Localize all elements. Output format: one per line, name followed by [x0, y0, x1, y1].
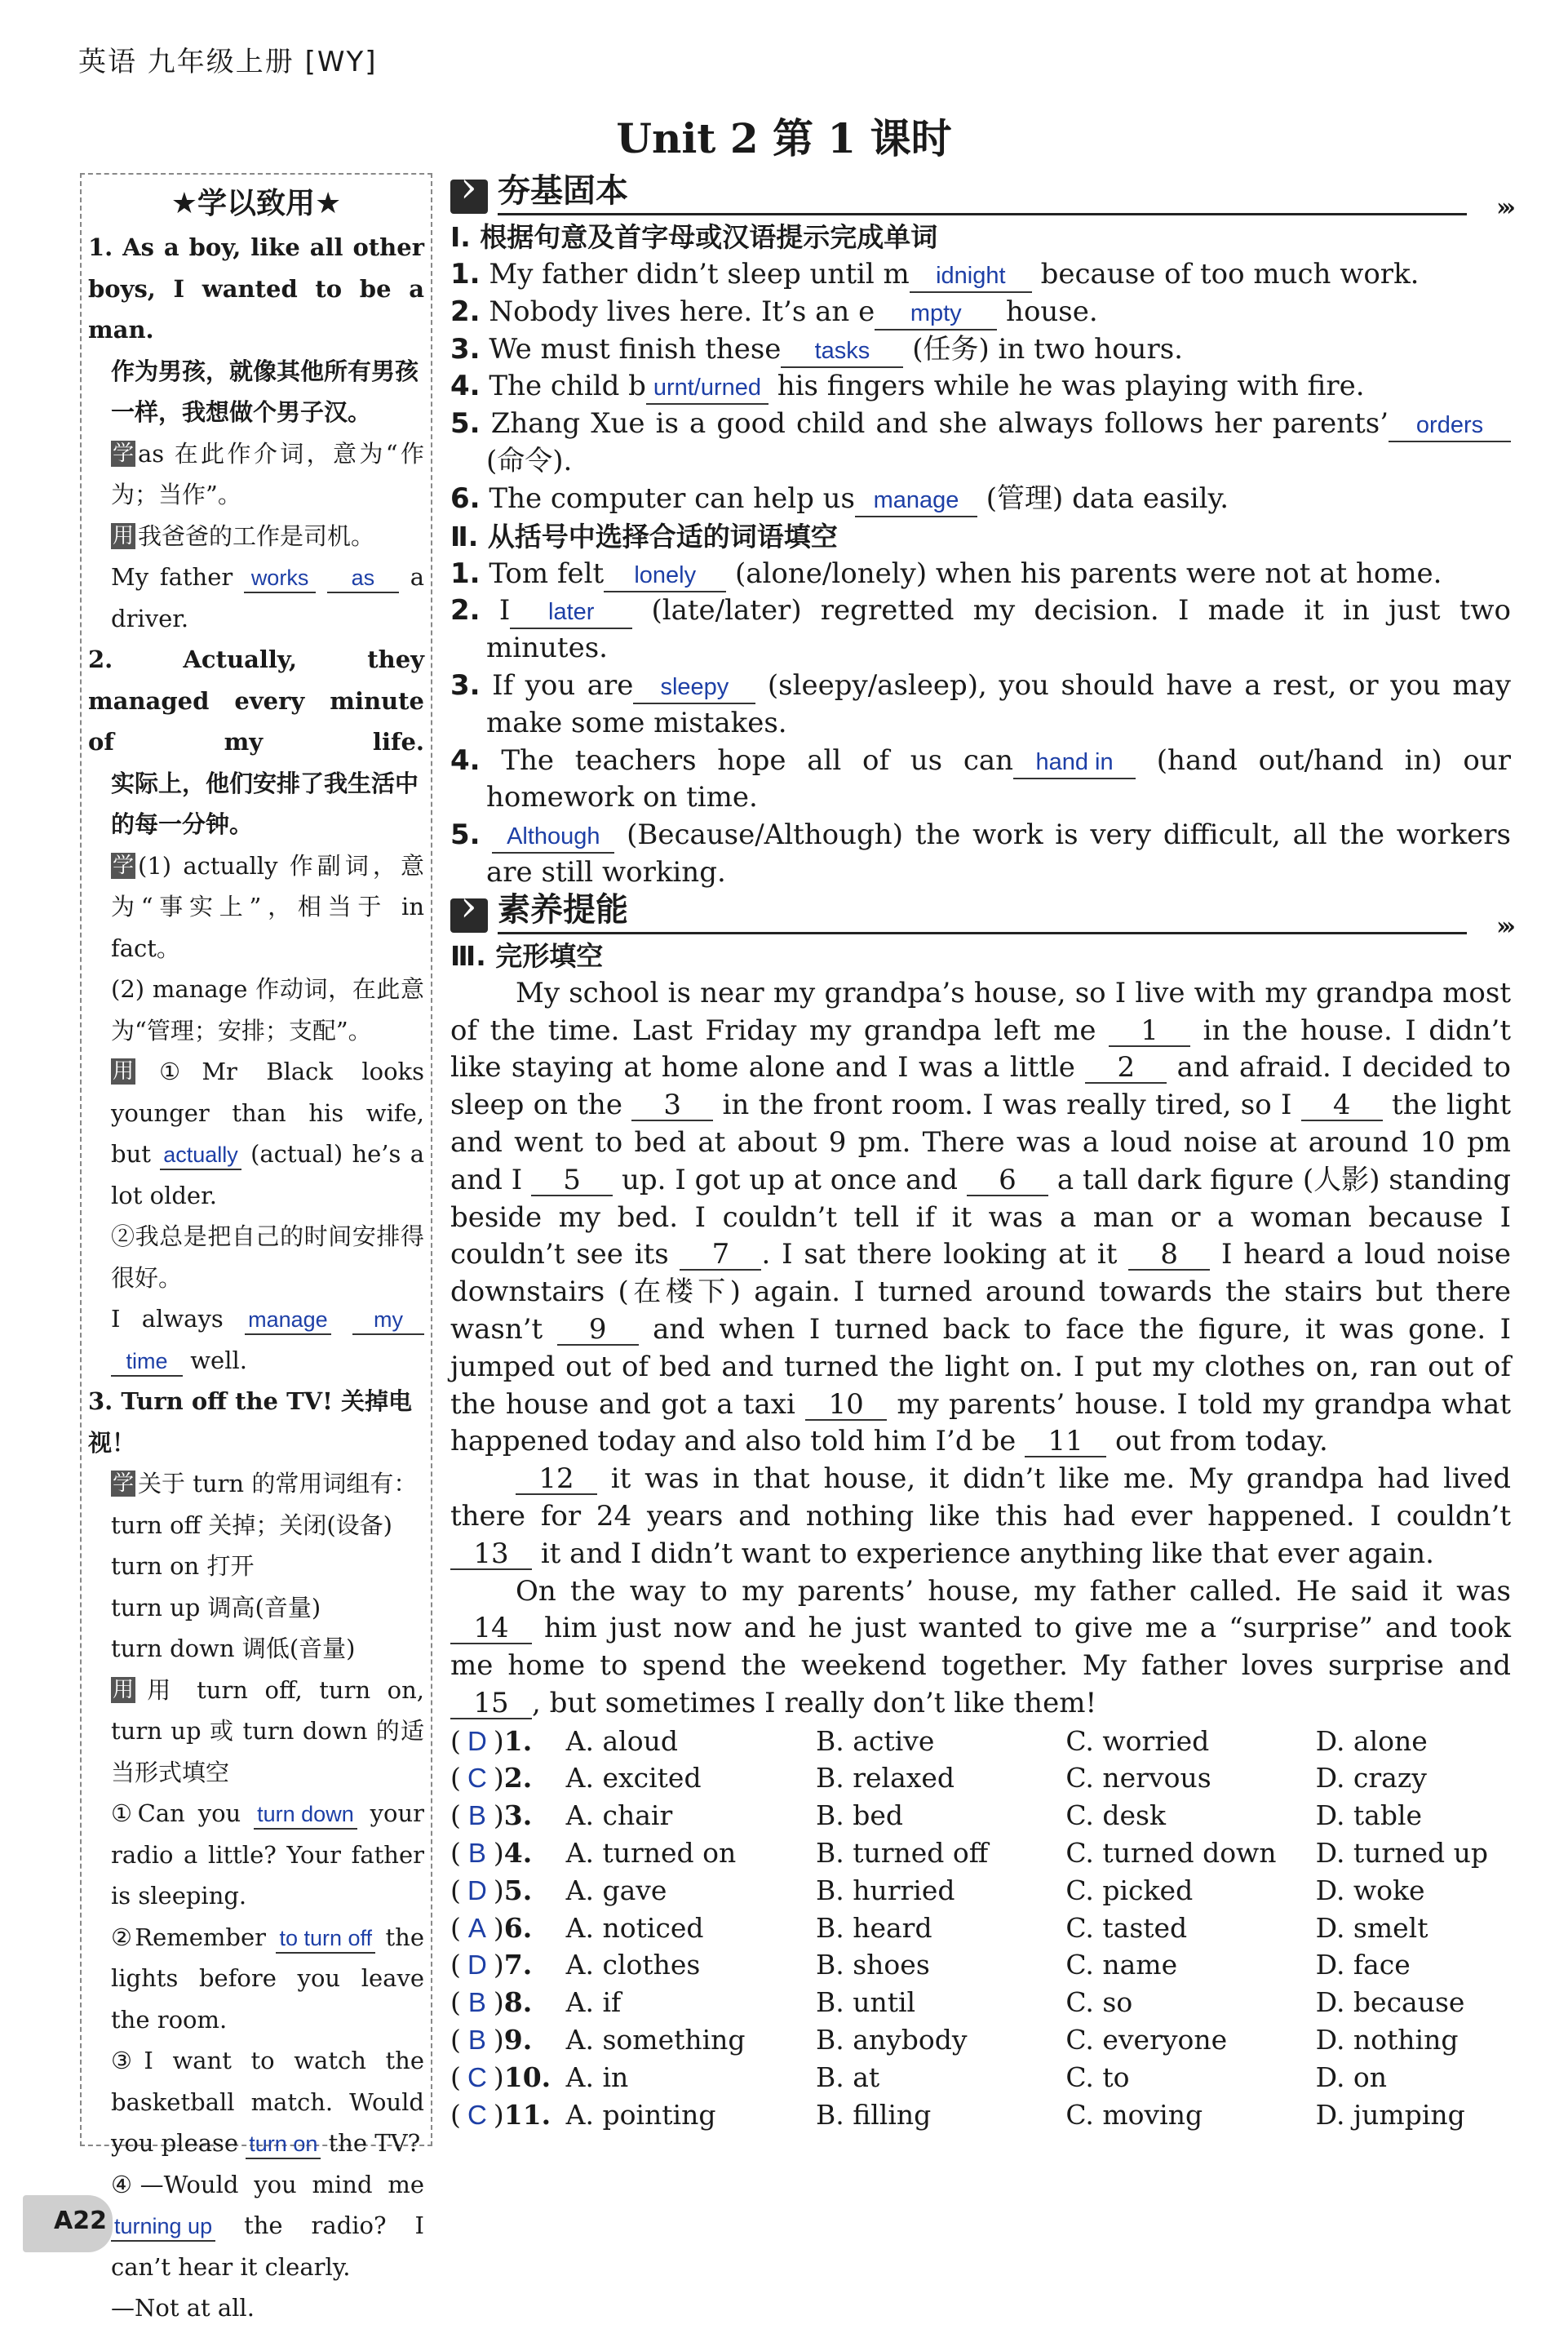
- example-2-use-2: ②我总是把自己的时间安排得很好。: [111, 1222, 424, 1292]
- choice-row: [450, 1834, 1511, 1872]
- fill-text: ②Remember: [111, 1923, 266, 1951]
- section-header-basics: [450, 172, 1511, 223]
- option-a: A. chair: [565, 1799, 673, 1832]
- cloze-blank: 1: [1109, 1016, 1190, 1047]
- fill-text: ①Mr Black looks younger than his wife, but: [111, 1058, 424, 1168]
- question-item: [450, 406, 1511, 481]
- option-a: A. aloud: [565, 1724, 678, 1757]
- use-tag: 用: [113, 523, 135, 548]
- example-3-q3: [88, 2040, 424, 2164]
- choice-index: 4.: [503, 1837, 533, 1870]
- question-text: The computer can help us: [489, 481, 855, 515]
- fill-text: the TV?: [328, 2129, 421, 2157]
- text: , but sometimes I really don’t like them!: [532, 1686, 1097, 1719]
- answer-blank: time: [111, 1347, 183, 1377]
- example-3-use: [88, 1670, 424, 1794]
- example-3-q4-reply: —Not at all.: [111, 2294, 255, 2322]
- answer-blank: later: [510, 597, 632, 629]
- question-item: [450, 668, 1511, 743]
- choice-number: ( B )3.: [450, 1797, 566, 1834]
- option-d: D. nothing: [1315, 2024, 1459, 2056]
- answer-blank: urnt/urned: [646, 372, 768, 405]
- option-a: A. noticed: [565, 1911, 704, 1944]
- example-2-use-2-fill: [88, 1298, 424, 1381]
- option-d: D. on: [1315, 2061, 1388, 2093]
- choice-row: [450, 1872, 1511, 1910]
- text: up. I got up at once and: [621, 1163, 959, 1196]
- question-text: Tom felt: [489, 557, 605, 590]
- cloze-blank: 5: [531, 1165, 613, 1196]
- question-text: (任务) in two hours.: [912, 332, 1183, 366]
- question-text: (late/later) regretted my decision. I made it in just two minutes.: [486, 594, 1511, 665]
- answer-blank: turning up: [111, 2212, 215, 2242]
- answer-blank: mpty: [875, 298, 997, 330]
- cloze-blank: 15: [450, 1688, 532, 1719]
- choice-answer: A: [467, 1912, 486, 1943]
- option-b: B. bed: [816, 1799, 904, 1832]
- answer-blank: sleepy: [633, 672, 755, 704]
- choice-index: 8.: [503, 1986, 533, 2019]
- example-1-fill: [88, 557, 424, 639]
- text: and afraid. I decided to sleep on the: [450, 1051, 1511, 1122]
- text: it and I didn’t want to experience anything like that ever again.: [540, 1537, 1434, 1570]
- option-d: D. woke: [1315, 1874, 1425, 1906]
- page-number-text: A22: [54, 2207, 107, 2235]
- answer-blank: manage: [855, 485, 977, 517]
- choice-index: 3.: [503, 1799, 533, 1832]
- question-item: [450, 331, 1511, 369]
- question-number: 3.: [450, 332, 481, 366]
- question-text: The teachers hope all of us can: [501, 743, 1014, 777]
- fill-text: ③I want to watch the basketball match. Would you please: [111, 2047, 424, 2157]
- choice-number: ( D )5.: [450, 1872, 566, 1910]
- learn-text: (1) actually 作副词，意为“事实上”，相当于 in fact。: [111, 851, 424, 962]
- page-number: [23, 2195, 113, 2252]
- example-3-learn: [88, 1463, 424, 1505]
- choice-index: 7.: [503, 1949, 533, 1981]
- fill-text: a driver.: [111, 563, 424, 632]
- part-1-title: Ⅰ. 根据句意及首字母或汉语提示完成单词: [450, 221, 938, 253]
- option-b: B. turned off: [816, 1837, 989, 1870]
- option-b: B. filling: [816, 2098, 932, 2131]
- example-3-title: 3. Turn off the TV! 关掉电视！: [88, 1387, 413, 1457]
- example-1-english: 1. As a boy, like all other boys, I wanted to be a man.: [88, 233, 424, 344]
- question-number: 5.: [450, 407, 481, 441]
- choice-index: 11.: [503, 2098, 551, 2131]
- option-b: B. until: [816, 1986, 916, 2019]
- choice-answer: C: [467, 2061, 487, 2092]
- question-text: I: [498, 594, 511, 628]
- text: in the front room. I was really tired, so I: [722, 1089, 1292, 1122]
- cloze-blank: 7: [680, 1240, 761, 1271]
- answer-blank: Although: [492, 821, 614, 854]
- option-c: C. picked: [1065, 1874, 1194, 1906]
- cloze-blank: 3: [631, 1090, 713, 1121]
- choice-index: 9.: [503, 2024, 533, 2056]
- question-item: [450, 294, 1511, 331]
- option-a: A. gave: [565, 1874, 667, 1906]
- option-d: D. turned up: [1315, 1837, 1488, 1870]
- fill-text: ④—Would you mind me: [111, 2170, 424, 2198]
- example-3-q4: [88, 2164, 424, 2288]
- question-text: (alone/lonely) when his parents were not at home.: [735, 557, 1442, 590]
- fill-text: well.: [190, 1346, 247, 1374]
- cloze-passage-paragraph-3: [450, 1573, 1511, 1723]
- cloze-blank: 4: [1301, 1090, 1383, 1121]
- choice-answer: D: [467, 1950, 487, 1981]
- question-text: (Because/Although) the work is very difficult, all the workers are still working.: [486, 818, 1512, 889]
- learn-text: 关于 turn 的常用词组有：: [138, 1470, 418, 1497]
- choice-number: ( C )11.: [450, 2096, 566, 2134]
- question-item: [450, 817, 1511, 892]
- option-c: C. to: [1065, 2061, 1130, 2093]
- text: my parents’ house. I told my grandpa what happened today and also told him I’d be: [450, 1387, 1511, 1458]
- text: him just now and he just wanted to give me a “surprise” and took me home to spend the weekend together. My father loves surprise and: [450, 1612, 1512, 1683]
- choice-row: [450, 2096, 1511, 2134]
- option-b: B. at: [816, 2061, 880, 2093]
- question-number: 6.: [450, 481, 481, 515]
- choice-row: [450, 1797, 1511, 1834]
- section-title: 素养提能: [498, 890, 628, 929]
- phrase-turn-off: turn off 关掉；关闭(设备): [111, 1511, 392, 1539]
- example-3-q1: [88, 1793, 424, 1917]
- learn-tag: 学: [113, 853, 135, 878]
- sidebar-heading: ★学以致用★: [171, 187, 342, 220]
- option-b: B. relaxed: [816, 1762, 955, 1794]
- option-c: C. everyone: [1065, 2024, 1228, 2056]
- answer-blank: actually: [160, 1141, 241, 1170]
- choice-row: [450, 1759, 1511, 1797]
- fill-text: I always: [111, 1305, 224, 1333]
- option-b: B. shoes: [816, 1949, 930, 1981]
- cloze-blank: 13: [450, 1539, 532, 1570]
- option-d: D. because: [1315, 1986, 1465, 2019]
- question-text: his fingers while he was playing with fire.: [777, 370, 1365, 403]
- option-a: A. in: [565, 2061, 629, 2093]
- choice-number: ( D )1.: [450, 1723, 566, 1760]
- example-2-english: 2. Actually, they managed every minute of my life.: [88, 645, 424, 756]
- choice-row: [450, 1910, 1511, 1947]
- question-text: because of too much work.: [1040, 258, 1420, 291]
- choice-answer: B: [467, 2025, 486, 2056]
- choice-row: [450, 2059, 1511, 2096]
- learn-tag: 学: [113, 441, 135, 466]
- text: the light and went to bed at about 9 pm. There was a loud noise at around 10 pm and I: [450, 1089, 1512, 1196]
- question-number: 1.: [450, 557, 481, 590]
- question-item: [450, 368, 1511, 406]
- option-a: A. clothes: [565, 1949, 701, 1981]
- arrow-badge-icon: [450, 180, 488, 214]
- fill-text: ①Can you: [111, 1799, 241, 1827]
- fill-text: My father: [111, 563, 233, 591]
- learn-text: as 在此作介词，意为“作为；当作”。: [111, 439, 424, 508]
- question-text: We must finish these: [489, 332, 782, 366]
- choice-answer: C: [467, 1763, 487, 1794]
- cloze-passage-paragraph-2: [450, 1461, 1511, 1573]
- question-number: 4.: [450, 370, 481, 403]
- section-title: 夯基固本: [498, 172, 628, 210]
- divider: [498, 213, 1467, 215]
- choice-number: ( A )6.: [450, 1910, 566, 1947]
- option-b: B. hurried: [816, 1874, 955, 1906]
- choice-number: ( B )9.: [450, 2021, 566, 2059]
- example-1-learn: [88, 433, 424, 516]
- option-b: B. heard: [816, 1911, 932, 1944]
- cloze-blank: 10: [805, 1390, 887, 1421]
- choice-number: ( C )2.: [450, 1759, 566, 1797]
- choice-number: ( B )4.: [450, 1834, 566, 1872]
- option-c: C. tasted: [1065, 1911, 1188, 1944]
- text: I heard a loud noise downstairs (在楼下) again. I turned around towards the stairs but there wasn’t: [450, 1238, 1511, 1346]
- example-2-chinese: 实际上，他们安排了我生活中的每一分钟。: [111, 769, 419, 838]
- cloze-blank: 14: [450, 1613, 532, 1644]
- option-d: D. jumping: [1315, 2098, 1465, 2131]
- choice-number: ( B )8.: [450, 1984, 566, 2021]
- use-text: 用 turn off, turn on, turn up 或 turn down 的适当形式填空: [111, 1675, 424, 1786]
- use-tag: 用: [113, 1059, 135, 1084]
- option-c: C. moving: [1065, 2098, 1203, 2131]
- text: out from today.: [1114, 1425, 1328, 1458]
- fill-text: the radio? I can’t hear it clearly.: [111, 2211, 424, 2281]
- main-exercises: [450, 173, 1511, 2133]
- option-a: A. pointing: [565, 2098, 716, 2131]
- question-text: Zhang Xue is a good child and she always follows her parents’: [490, 407, 1389, 441]
- fill-text: the lights before you leave the room.: [111, 1923, 425, 2034]
- choice-index: 2.: [503, 1762, 533, 1794]
- cloze-choices: [450, 1723, 1511, 2134]
- text: in the house. I didn’t like staying at home alone and I was a little: [450, 1014, 1512, 1085]
- answer-blank: manage: [245, 1306, 331, 1335]
- question-item: [450, 743, 1511, 818]
- choice-index: 6.: [503, 1911, 533, 1944]
- fill-text: your radio a little? Your father is sleeping.: [111, 1799, 424, 1910]
- fill-text: (actual) he’s a lot older.: [111, 1140, 424, 1209]
- cloze-blank: 9: [557, 1315, 639, 1346]
- question-number: 2.: [450, 594, 481, 628]
- option-c: C. so: [1065, 1986, 1133, 2019]
- text: and when I turned back to face the figure, it was gone. I jumped out of bed and turned the light on. I put my clothes on, ran out of the house and got a taxi: [450, 1312, 1512, 1421]
- learn-tag: 学: [113, 1471, 135, 1496]
- cloze-passage-paragraph-1: [450, 975, 1511, 1461]
- cloze-blank: 11: [1025, 1426, 1106, 1457]
- page-title: Unit 2 第 1 课时: [616, 114, 952, 162]
- question-item: [450, 556, 1511, 593]
- arrow-badge-icon: [450, 898, 488, 933]
- choice-index: 1.: [503, 1724, 533, 1757]
- question-item: [450, 592, 1511, 668]
- option-d: D. alone: [1315, 1724, 1428, 1757]
- part-3-title: Ⅲ. 完形填空: [450, 939, 604, 972]
- answer-blank: works: [244, 564, 316, 593]
- question-text: (sleepy/asleep), you should have a rest, or you may make some mistakes.: [486, 668, 1512, 739]
- question-text: house.: [1006, 295, 1098, 328]
- option-b: B. anybody: [816, 2024, 968, 2056]
- choice-index: 10.: [503, 2061, 551, 2093]
- question-text: (hand out/hand in) our homework on time.: [486, 743, 1512, 814]
- question-text: If you are: [492, 668, 634, 702]
- answer-blank: hand in: [1013, 747, 1136, 779]
- answer-blank: turn on: [246, 2130, 321, 2159]
- option-c: C. nervous: [1065, 1762, 1211, 1794]
- question-number: 3.: [450, 668, 481, 702]
- choice-answer: C: [467, 2099, 487, 2130]
- option-c: C. desk: [1065, 1799, 1166, 1832]
- question-text: Nobody lives here. It’s an e: [489, 295, 875, 328]
- question-number: 1.: [450, 258, 481, 291]
- question-text: (命令).: [486, 444, 573, 477]
- choice-row: [450, 1723, 1511, 1760]
- answer-blank: my: [352, 1306, 424, 1335]
- option-a: A. if: [565, 1986, 622, 2019]
- choice-answer: B: [467, 1800, 486, 1831]
- option-d: D. crazy: [1315, 1762, 1427, 1794]
- running-header: 英语 九年级上册 [WY]: [78, 46, 378, 78]
- use-text: 我爸爸的工作是司机。: [138, 521, 375, 550]
- choice-row: [450, 2021, 1511, 2059]
- question-text: The child b: [489, 370, 646, 403]
- example-1-use: [88, 516, 424, 557]
- choice-answer: B: [467, 1987, 486, 2018]
- choice-answer: B: [467, 1838, 486, 1869]
- question-item: [450, 481, 1511, 518]
- option-c: C. name: [1065, 1949, 1178, 1981]
- answer-blank: to turn off: [276, 1924, 375, 1954]
- option-c: C. turned down: [1065, 1837, 1277, 1870]
- example-2-learn-2: (2) manage 作动词，在此意为“管理；安排；支配”。: [111, 975, 424, 1045]
- part-2-questions: [450, 556, 1511, 892]
- text: . I sat there looking at it: [761, 1238, 1118, 1271]
- option-a: A. something: [565, 2024, 746, 2056]
- question-number: 4.: [450, 743, 481, 777]
- answer-blank: as: [327, 564, 399, 593]
- divider: [498, 932, 1467, 934]
- option-b: B. active: [816, 1724, 935, 1757]
- option-d: D. table: [1315, 1799, 1423, 1832]
- option-d: D. face: [1315, 1949, 1411, 1981]
- double-chevron-icon: ›››: [1496, 193, 1511, 223]
- question-number: 5.: [450, 818, 481, 852]
- answer-blank: turn down: [254, 1800, 357, 1830]
- text: it was in that house, it didn’t like me. My grandpa had lived there for 24 years and nothing like this had ever happened. I couldn’t: [450, 1462, 1512, 1533]
- example-2-use-1: [88, 1051, 424, 1216]
- text: My school is near my grandpa’s house, so I live with my grandpa most of the time. Last Friday my grandpa left me: [450, 976, 1511, 1047]
- use-tag: 用: [113, 1677, 135, 1702]
- answer-blank: orders: [1389, 410, 1511, 442]
- section-header-skills: [450, 890, 1511, 941]
- choice-row: [450, 1946, 1511, 1984]
- option-d: D. smelt: [1315, 1911, 1428, 1944]
- cloze-blank: 12: [516, 1464, 597, 1495]
- example-3-q2: [88, 1917, 424, 2041]
- phrase-turn-down: turn down 调低(音量): [111, 1635, 356, 1662]
- choice-answer: D: [467, 1725, 487, 1756]
- choice-index: 5.: [503, 1874, 533, 1906]
- question-item: [450, 256, 1511, 294]
- question-text: My father didn’t sleep until m: [489, 258, 910, 291]
- example-1-chinese: 作为男孩，就像其他所有男孩一样，我想做个男子汉。: [111, 357, 419, 426]
- option-c: C. worried: [1065, 1724, 1210, 1757]
- cloze-blank: 6: [967, 1165, 1048, 1196]
- text: On the way to my parents’ house, my father called. He said it was: [516, 1574, 1511, 1608]
- example-2-learn-1: [88, 845, 424, 969]
- part-1-questions: [450, 256, 1511, 518]
- answer-blank: lonely: [604, 560, 726, 592]
- answer-blank: tasks: [781, 335, 903, 368]
- phrase-turn-on: turn on 打开: [111, 1552, 255, 1580]
- question-text: (管理) data easily.: [986, 481, 1229, 515]
- option-a: A. excited: [565, 1762, 702, 1794]
- cloze-blank: 8: [1128, 1240, 1210, 1271]
- choice-number: ( C )10.: [450, 2059, 566, 2096]
- answer-blank: idnight: [910, 260, 1032, 293]
- choice-number: ( D )7.: [450, 1946, 566, 1984]
- choice-row: [450, 1984, 1511, 2021]
- part-2-title: Ⅱ. 从括号中选择合适的词语填空: [450, 520, 838, 552]
- cloze-blank: 2: [1085, 1053, 1167, 1084]
- choice-answer: D: [467, 1874, 487, 1905]
- question-number: 2.: [450, 295, 481, 328]
- double-chevron-icon: ›››: [1496, 912, 1511, 941]
- text: a tall dark figure (人影) standing beside my bed. I couldn’t tell if it was a man or a woman because I couldn’t see its: [450, 1163, 1512, 1271]
- phrase-turn-up: turn up 调高(音量): [111, 1593, 321, 1621]
- option-a: A. turned on: [565, 1837, 737, 1870]
